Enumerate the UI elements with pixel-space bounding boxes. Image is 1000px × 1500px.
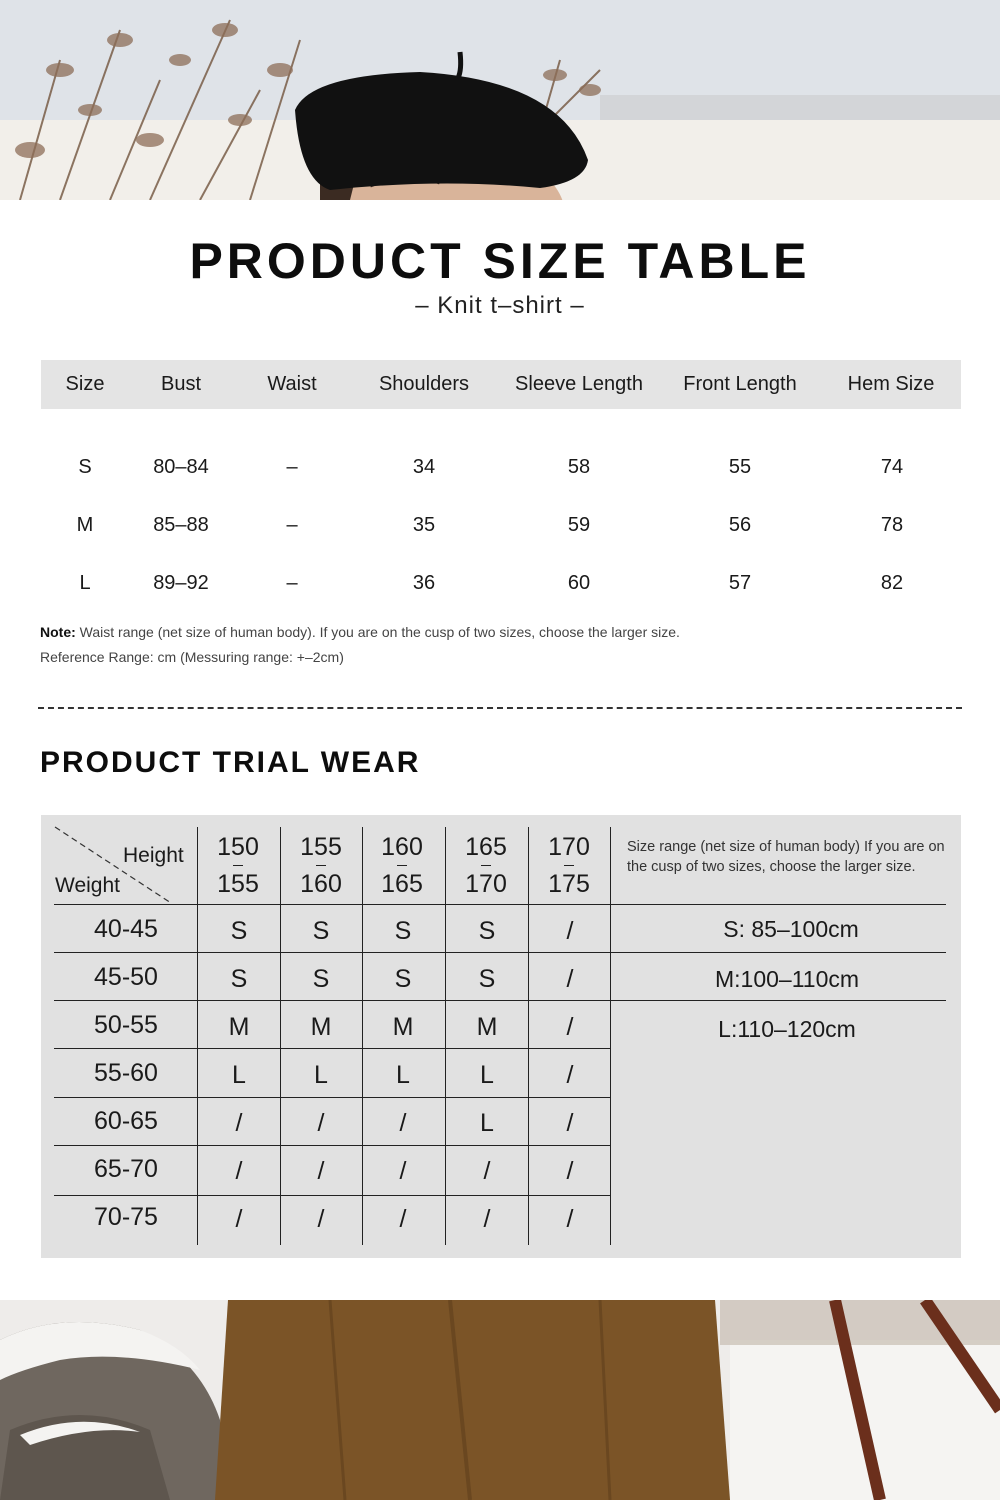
- size-cell: S: [394, 965, 412, 993]
- section-divider: [38, 707, 962, 709]
- cell-hem: 82: [880, 572, 904, 594]
- size-cell: L: [396, 1061, 410, 1089]
- header-front-length: Front Length: [683, 373, 797, 395]
- cell-waist: –: [286, 514, 298, 536]
- weight-label: Weight: [55, 874, 120, 897]
- grid-line: [197, 827, 198, 1245]
- grid-line: [54, 1097, 611, 1098]
- page-title: PRODUCT SIZE TABLE: [189, 233, 811, 289]
- size-range-l: L:110–120cm: [718, 1016, 856, 1042]
- cell-front: 56: [728, 514, 752, 536]
- size-cell: L: [480, 1061, 494, 1089]
- size-cell: /: [317, 1109, 325, 1137]
- cell-front: 55: [728, 456, 752, 478]
- grid-line: [280, 827, 281, 1245]
- cell-size: L: [79, 572, 91, 594]
- grid-line: [528, 827, 529, 1245]
- header-sleeve-length: Sleeve Length: [515, 373, 643, 395]
- grid-line: [54, 904, 946, 905]
- cell-bust: 80–84: [153, 456, 209, 478]
- height-range-170-175: 170 175: [548, 833, 590, 898]
- cell-size: M: [76, 514, 94, 536]
- header-hem-size: Hem Size: [847, 373, 935, 395]
- size-cell: /: [483, 1205, 491, 1233]
- range-dash: [397, 865, 407, 866]
- weight-range: 55-60: [94, 1059, 158, 1087]
- grid-line: [54, 1000, 946, 1001]
- grid-line: [54, 1195, 611, 1196]
- grid-line: [54, 1145, 611, 1146]
- size-cell: M: [392, 1013, 414, 1041]
- model-coat-photo: [0, 1300, 1000, 1500]
- header-shoulders: Shoulders: [378, 373, 470, 395]
- height-range-160-165: 160 165: [381, 833, 423, 898]
- size-cell: S: [394, 917, 412, 945]
- header-size: Size: [65, 373, 105, 395]
- size-cell: L: [232, 1061, 246, 1089]
- size-cell: /: [566, 965, 574, 993]
- size-range-note: Size range (net size of human body) If you are on the cusp of two sizes, choose the larger size.: [627, 839, 945, 875]
- table-row: [41, 564, 961, 604]
- size-range-s: S: 85–100cm: [723, 916, 859, 942]
- cell-waist: –: [286, 572, 298, 594]
- size-cell: /: [399, 1205, 407, 1233]
- cell-sleeve: 58: [567, 456, 591, 478]
- cell-shoulders: 34: [412, 456, 436, 478]
- model-beret-photo: [0, 0, 1000, 200]
- range-dash: [564, 865, 574, 866]
- weight-range: 40-45: [94, 915, 158, 943]
- cell-waist: –: [286, 456, 298, 478]
- height-label: Height: [123, 844, 184, 867]
- size-cell: /: [566, 1061, 574, 1089]
- size-cell: S: [478, 965, 496, 993]
- size-cell: /: [399, 1109, 407, 1137]
- size-chart-card: [0, 200, 1000, 1300]
- size-cell: S: [230, 965, 248, 993]
- cell-sleeve: 59: [567, 514, 591, 536]
- product-subtitle: – Knit t–shirt –: [415, 292, 585, 319]
- range-dash: [233, 865, 243, 866]
- weight-range: 65-70: [94, 1155, 158, 1183]
- size-cell: /: [566, 917, 574, 945]
- cell-front: 57: [728, 572, 752, 594]
- bottom-photo: [0, 1300, 1000, 1500]
- size-table-header: [41, 360, 961, 409]
- size-cell: /: [566, 1013, 574, 1041]
- note-label: Note:: [40, 624, 76, 640]
- size-cell: /: [399, 1157, 407, 1185]
- header-waist: Waist: [267, 373, 317, 395]
- cell-hem: 74: [880, 456, 904, 478]
- size-cell: /: [235, 1109, 243, 1137]
- reference-range-note: Reference Range: cm (Messuring range: +–2cm): [40, 649, 344, 665]
- range-dash: [481, 865, 491, 866]
- grid-line: [610, 827, 611, 1245]
- grid-line: [54, 952, 946, 953]
- note-text: Waist range (net size of human body). If you are on the cusp of two sizes, choose the larger size.: [75, 624, 680, 640]
- cell-shoulders: 35: [412, 514, 436, 536]
- size-range-m: M:100–110cm: [714, 966, 860, 992]
- size-cell: M: [228, 1013, 250, 1041]
- size-cell: S: [312, 965, 330, 993]
- cell-size: S: [78, 456, 92, 478]
- height-range-165-170: 165 170: [465, 833, 507, 898]
- cell-bust: 89–92: [153, 572, 209, 594]
- size-cell: /: [317, 1205, 325, 1233]
- size-cell: /: [566, 1205, 574, 1233]
- grid-line: [445, 827, 446, 1245]
- size-cell: M: [310, 1013, 332, 1041]
- table-row: [41, 448, 961, 488]
- size-cell: M: [476, 1013, 498, 1041]
- size-cell: /: [235, 1157, 243, 1185]
- top-photo: [0, 0, 1000, 200]
- trial-wear-table: [41, 815, 961, 1258]
- weight-range: 60-65: [94, 1107, 158, 1135]
- cell-bust: 85–88: [153, 514, 209, 536]
- grid-line: [362, 827, 363, 1245]
- size-cell: /: [235, 1205, 243, 1233]
- size-cell: /: [317, 1157, 325, 1185]
- size-cell: S: [478, 917, 496, 945]
- weight-range: 50-55: [94, 1011, 158, 1039]
- weight-range: 45-50: [94, 963, 158, 991]
- height-range-150-155: 150 155: [217, 833, 259, 898]
- size-cell: /: [483, 1157, 491, 1185]
- cell-hem: 78: [880, 514, 904, 536]
- grid-line: [54, 1048, 611, 1049]
- size-cell: /: [566, 1109, 574, 1137]
- size-cell: /: [566, 1157, 574, 1185]
- size-cell: L: [480, 1109, 494, 1137]
- cell-sleeve: 60: [567, 572, 591, 594]
- range-dash: [316, 865, 326, 866]
- cell-shoulders: 36: [412, 572, 436, 594]
- height-range-155-160: 155 160: [300, 833, 342, 898]
- header-bust: Bust: [160, 373, 202, 395]
- trial-wear-title: PRODUCT TRIAL WEAR: [40, 746, 421, 779]
- table-row: [41, 506, 961, 546]
- weight-range: 70-75: [94, 1203, 158, 1231]
- size-cell: L: [314, 1061, 328, 1089]
- size-note: [40, 624, 680, 640]
- size-cell: S: [230, 917, 248, 945]
- size-cell: S: [312, 917, 330, 945]
